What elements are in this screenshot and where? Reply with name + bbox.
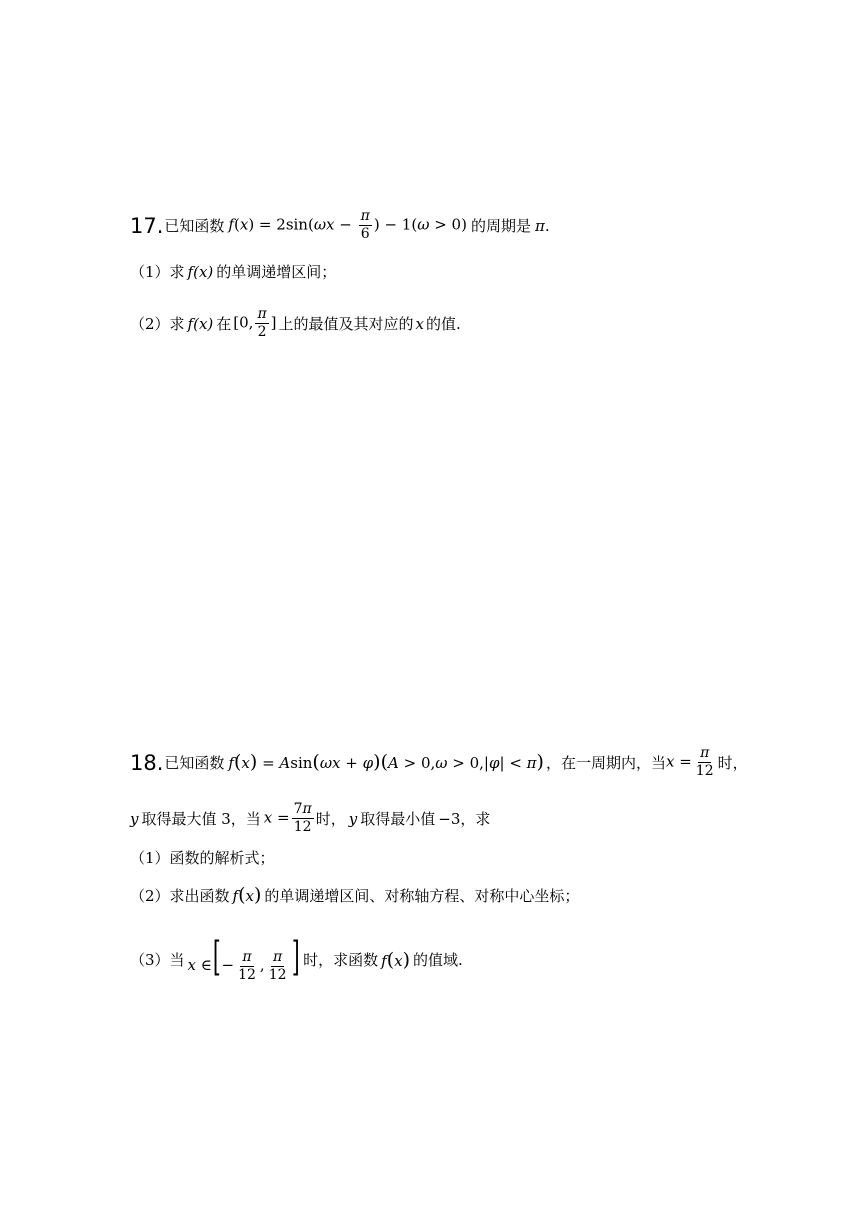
question-label: （2）求出函数 — [130, 886, 230, 905]
problem-18-q3 — [130, 934, 463, 984]
function-formula: f(x) = 2sin(ωx − $\frac{\pi}{6}$ ) − 1(ω > 0) — [228, 208, 467, 242]
x1-value: x = $\frac{\pi}{12}$ — [665, 745, 714, 779]
function-ref: f(x) — [232, 884, 262, 906]
x2-value: x = $\frac{7\pi}{12}$ — [263, 801, 312, 835]
stem-suffix: 的周期是 — [470, 216, 531, 235]
function-ref: f(x) — [187, 314, 214, 333]
problem-18-line2 — [130, 801, 490, 836]
question-text: 上的最值及其对应的 — [278, 314, 414, 333]
interval: [0, $\frac{\pi}{2}$ ] — [233, 306, 277, 340]
question-label: （1）求 — [130, 263, 185, 281]
line-text: 时， — [315, 809, 346, 828]
problem-17-stem — [130, 208, 550, 243]
question-text: 时，求函数 — [303, 951, 379, 970]
problem-18-q2 — [130, 885, 579, 906]
stem-prefix: 已知函数 — [164, 753, 225, 772]
question-text: 的值. — [426, 314, 461, 333]
question-text: 的单调递增区间； — [216, 263, 337, 281]
problem-number: 17. — [130, 213, 164, 238]
stem-prefix: 已知函数 — [164, 216, 225, 235]
problem-17-q2 — [130, 306, 461, 341]
problem-18-stem — [130, 745, 748, 780]
problem-17-q1 — [130, 262, 336, 282]
question-label: （2）求 — [130, 314, 185, 333]
function-ref: f(x) — [187, 263, 214, 281]
function-ref: f(x) — [381, 948, 411, 971]
variable: y — [348, 809, 358, 828]
stem-mid2: 时， — [717, 753, 748, 772]
problem-18-q1 — [130, 848, 275, 868]
problem-number: 18. — [130, 750, 164, 775]
line-text: 取得最大值 3，当 — [141, 809, 261, 828]
question-text: （1）函数的解析式； — [130, 849, 275, 867]
function-formula: f(x) = Asin(ωx + φ)(A > 0,ω > 0,|φ| < π) — [228, 751, 544, 773]
end-mark: . — [544, 216, 550, 235]
min-value: −3 — [438, 809, 461, 828]
question-text: 在 — [216, 314, 232, 333]
variable: y — [130, 809, 139, 828]
variable: x — [415, 314, 424, 333]
interval: x ∈[− $\frac{\pi}{12}$ , $\frac{\pi}{12}$ ] — [187, 934, 300, 983]
stem-mid: ，在一周期内，当 — [545, 753, 666, 772]
line-text: ，求 — [460, 809, 491, 828]
question-text: 的单调递增区间、对称轴方程、对称中心坐标； — [264, 886, 580, 905]
question-text: 的值域. — [413, 951, 463, 970]
period-symbol: π — [534, 216, 545, 235]
question-label: （3）当 — [130, 951, 185, 970]
line-text: 取得最小值 — [360, 809, 436, 828]
